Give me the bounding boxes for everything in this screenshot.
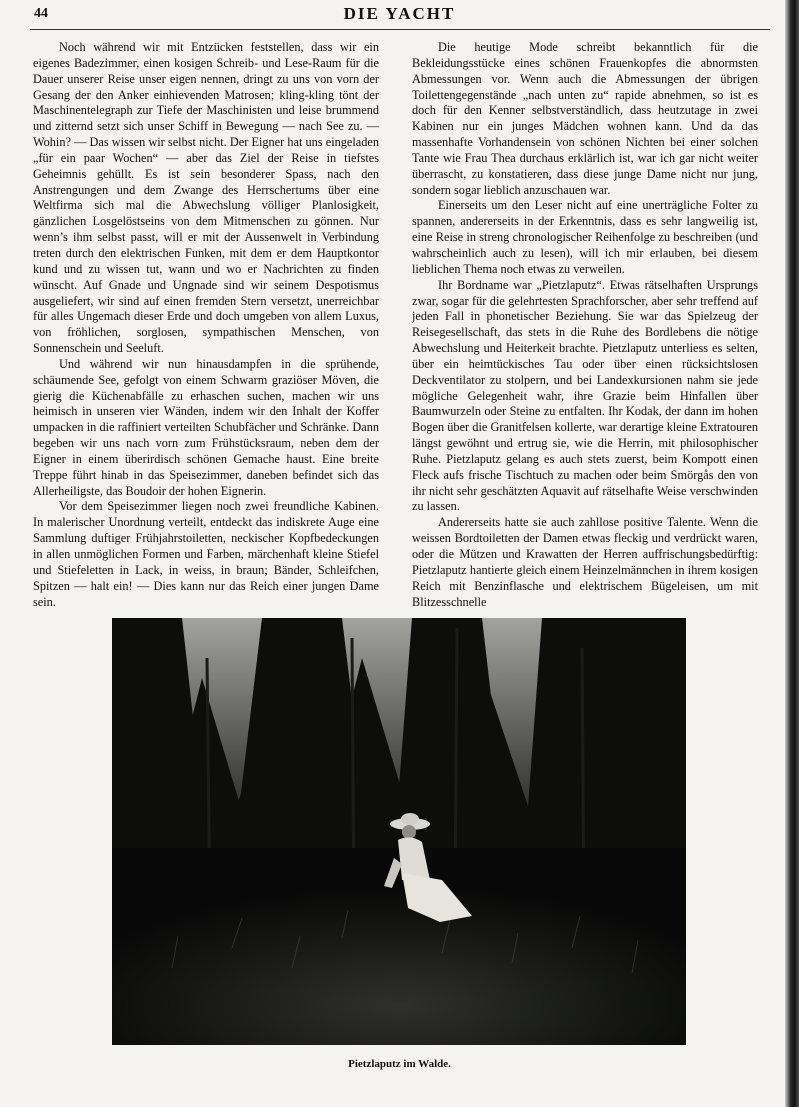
forest-floor: [112, 848, 686, 1045]
photo-caption: Pietzlaputz im Walde.: [348, 1058, 451, 1070]
paragraph: Noch während wir mit Entzücken feststellen, dass wir ein eigenes Badezimmer, einen kosigen Schreib- und Lese-Raum für die Dauer unserer Reise unser eigen nennen, dringt zu uns von vorn der Gesang der den Anker einhievenden Matrosen; kling-kling tönt der Maschinentelegraph zur Tiefe der Maschinisten und leise brummend und zitternd setzt sich unser Schiff in Bewegung — nach See zu. — Wohin? — Das wissen wir selbst nicht. Der Eigner hat uns eingeladen „für ein paar Wochen“ — aber das Ziel der Reise in tiefstes Geheimnis gehüllt. Es ist sein besonderer Spass, nach den Anstrengungen und dem Zwange des Herrschertums über eine Weltfirma sich mal die Abwechslung völliger Planlosigkeit, gänzlichen Losgelöstseins von dem Mitmenschen zu gönnen. Nur wenn’s ihm selbst passt, will er mit der Aussenwelt in Verbindung treten durch den elektrischen Funken, mit dem er dem Hauptkontor kund und zu wissen tut, wann und wo er Nachrichten zu finden wünscht. Auf Gnade und Ungnade sind wir seinem Despotismus ausgeliefert, wir sind auf einen fremden Stern versetzt, unerreichbar für alles Ungemach dieser Erde und doch umgeben von allem Luxus, von fröhlichen, sorglosen, sympathischen Menschen, von Sonnenschein und Seeluft.: [33, 40, 379, 356]
page-header: [30, 4, 769, 26]
header-rule: [30, 29, 770, 30]
page-number: 44: [34, 6, 48, 21]
scan-edge-shadow: [785, 0, 799, 1107]
paragraph: Ihr Bordname war „Pietzlaputz“. Etwas rätselhaften Ursprungs zwar, sogar für die gelehrtesten Sprachforscher, aber sehr treffend auf jeden Fall in phonetischer Beziehung. Sie war das Spielzeug der Reisegesellschaft, das stets in die Ruhe des Bordlebens die nötige Abwechslung und Heiterkeit brachte. Pietzlaputz unterliess es selten, über ein heimtückisches Tau oder über einen rücksichtslosen Deckventilator zu stolpern, und bei Landexkursionen nahm sie jede mögliche Gelegenheit wahr, ihre Grazie beim Hinfallen über Baumwurzeln oder Steine zu entfalten. Ihr Kodak, der dann im hohen Bogen über die Granitfelsen kollerte, war derartige kleine Extratouren längst gewöhnt und ertrug sie, wie die Herrin, mit philosophischer Ruhe. Pietzlaputz gelang es auch stets zuerst, beim Kompott einen Fleck aufs frische Tischtuch zu machen oder beim Smörgås den von ihr nicht sehr geschätzten Aquavit auf rätselhafte Weise verschwinden zu lassen.: [412, 277, 758, 514]
paragraph: Und während wir nun hinausdampfen in die sprühende, schäumende See, gefolgt von einem Schwarm graziöser Möven, die gierig die Küchenabfälle zu erhaschen suchen, machen wir uns heimisch in unseren vier Wänden, indem wir den Inhalt der Koffer umpacken in die raffiniert verteilten Schubfächer und Schränke. Dann begeben wir uns nach vorn zum Frühstücksraum, neben dem der Eigner in einem überirdisch schönen Gemache haust. Eine breite Treppe führt hinab in das Speisezimmer, daneben befindet sich das Allerheiligste, das Boudoir der hohen Eignerin.: [33, 356, 379, 498]
forest-photo-illustration: [112, 618, 686, 1045]
paragraph: Einerseits um den Leser nicht auf eine unerträgliche Folter zu spannen, andererseits in der Erkenntnis, dass es sehr langweilig ist, eine Reise in streng chronologischer Reihenfolge zu beschreiben (und wahrscheinlich auch zu lesen), will ich mir erlauben, bei diesem lieblichen Thema noch etwas zu verweilen.: [412, 198, 758, 276]
left-text-column: [33, 40, 379, 610]
running-head-title: DIE YACHT: [343, 4, 456, 23]
paragraph: Die heutige Mode schreibt bekanntlich für die Bekleidungsstücke eines schönen Frauenkopfes die abnormsten Abmessungen vor. Wenn auch die Abmessungen der übrigen Toilettengegenstände „nach unten zu“ rapide abnehmen, so ist es doch für den Kenner selbstverständlich, dass heutzutage in zwei Kabinen nur ein junges Mädchen wohnen kann. Und da das massenhafte Vorhandensein von schönen Nichten bei einer solchen Tante wie Frau Thea durchaus erklärlich ist, war ich gar nicht weiter überrascht, zu konstatieren, dass diese junge Dame nicht nur jung, sondern sogar lieblich anzuschauen war.: [412, 40, 758, 197]
paragraph: Andererseits hatte sie auch zahllose positive Talente. Wenn die weissen Bordtoiletten der Damen etwas fleckig und verdrückt waren, oder die Mützen und Krawatten der Herren auffrischungsbedürftig: Pietzlaputz hantierte gleich einem Heinzelmännchen in ihrem kosigen Reich mit Benzinflasche und elektrischem Bügeleisen, um mit Blitzesschnelle: [412, 515, 758, 609]
right-text-column: [412, 40, 758, 610]
forest-photograph: [112, 618, 686, 1045]
paragraph: Vor dem Speisezimmer liegen noch zwei freundliche Kabinen. In malerischer Unordnung verteilt, entdeckt das indiskrete Auge eine Sammlung duftiger Frühjahrstoiletten, neckischer Kopfbedeckungen in allen unmöglichen Formen und Farben, märchenhaft kleine Stiefel und Stiefeletten in Lack, in weiss, in braun; Bänder, Schleifchen, Spitzen — halt ein! — Dies kann nur das Reich einer jungen Dame sein.: [33, 499, 379, 609]
